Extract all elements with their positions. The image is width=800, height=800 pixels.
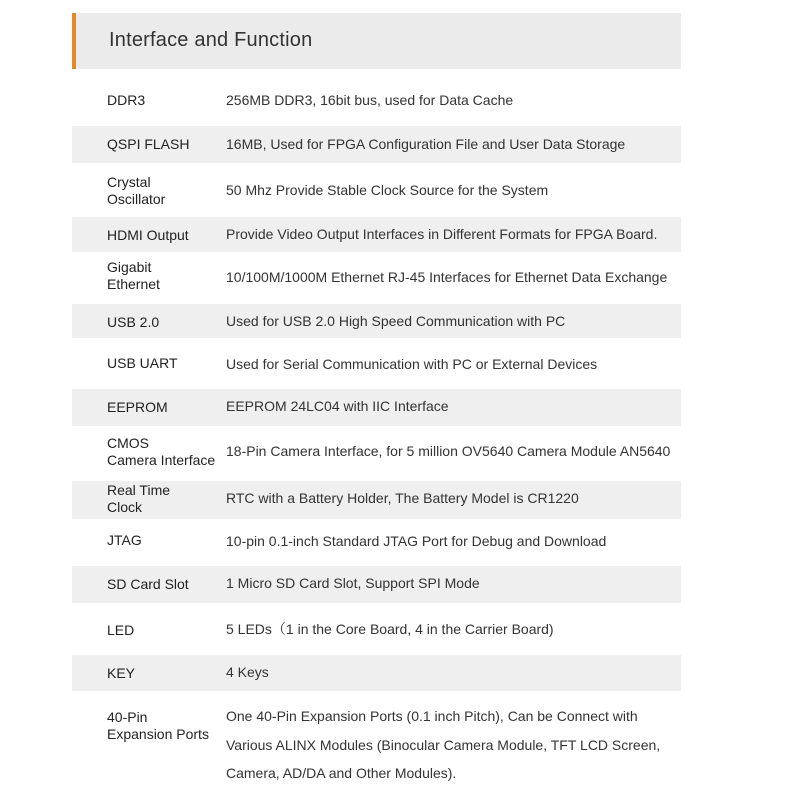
- table-row: [72, 126, 681, 163]
- interface-name: Crystal Oscillator: [107, 174, 166, 207]
- interface-description: Used for USB 2.0 High Speed Communication with PC: [226, 313, 566, 329]
- table-row: [72, 217, 681, 252]
- table-row: [72, 343, 681, 383]
- table-row: [72, 696, 681, 796]
- interface-description: Provide Video Output Interfaces in Different Formats for FPGA Board.: [226, 226, 658, 242]
- section-title: Interface and Function: [109, 29, 313, 51]
- interface-description: 256MB DDR3, 16bit bus, used for Data Cache: [226, 92, 514, 108]
- table-row: [72, 607, 681, 652]
- interface-description: One 40-Pin Expansion Ports (0.1 inch Pitch), Can be Connect with Various ALINX Modules (Binocular Camera Module, TFT LCD Screen, Camera, AD/DA and Other Modules).: [226, 708, 661, 781]
- table-row: [72, 522, 681, 562]
- interface-name: QSPI FLASH: [107, 136, 190, 152]
- table-row: [72, 304, 681, 338]
- interface-name: USB 2.0: [107, 314, 160, 330]
- interface-name: HDMI Output: [107, 227, 189, 243]
- interface-description: Used for Serial Communication with PC or External Devices: [226, 356, 598, 372]
- interface-description: 1 Micro SD Card Slot, Support SPI Mode: [226, 575, 480, 591]
- table-row: [72, 256, 681, 300]
- table-row: [72, 481, 681, 519]
- table-row: [72, 566, 681, 603]
- interface-description: 18-Pin Camera Interface, for 5 million OV5640 Camera Module AN5640: [226, 443, 671, 459]
- table-row: [72, 167, 681, 213]
- interface-description: RTC with a Battery Holder, The Battery Model is CR1220: [226, 490, 579, 506]
- interface-description: 4 Keys: [226, 664, 269, 680]
- table-row: [72, 430, 681, 476]
- interface-name: DDR3: [107, 92, 146, 108]
- section-header: [72, 13, 681, 69]
- interface-description: 10-pin 0.1-inch Standard JTAG Port for Debug and Download: [226, 533, 607, 549]
- interface-name: KEY: [107, 665, 136, 681]
- interface-description: 10/100M/1000M Ethernet RJ-45 Interfaces for Ethernet Data Exchange: [226, 269, 668, 285]
- interface-name: EEPROM: [107, 399, 168, 415]
- interface-description: 50 Mhz Provide Stable Clock Source for the System: [226, 182, 549, 198]
- interface-name: Gigabit Ethernet: [107, 259, 160, 292]
- interface-name: Real Time Clock: [107, 482, 171, 515]
- interface-name: LED: [107, 622, 135, 638]
- interface-name: JTAG: [107, 532, 142, 548]
- table-row: [72, 655, 681, 691]
- interface-description: EEPROM 24LC04 with IIC Interface: [226, 398, 449, 414]
- table-row: [72, 389, 681, 426]
- interface-name: SD Card Slot: [107, 576, 189, 592]
- table-row: [72, 78, 681, 118]
- interface-name: USB UART: [107, 355, 178, 371]
- interface-description: 5 LEDs（1 in the Core Board, 4 in the Carrier Board): [226, 621, 554, 637]
- interface-name: 40-Pin Expansion Ports: [107, 709, 209, 742]
- interface-description: 16MB, Used for FPGA Configuration File and User Data Storage: [226, 136, 626, 152]
- interface-name: CMOS Camera Interface: [107, 435, 216, 468]
